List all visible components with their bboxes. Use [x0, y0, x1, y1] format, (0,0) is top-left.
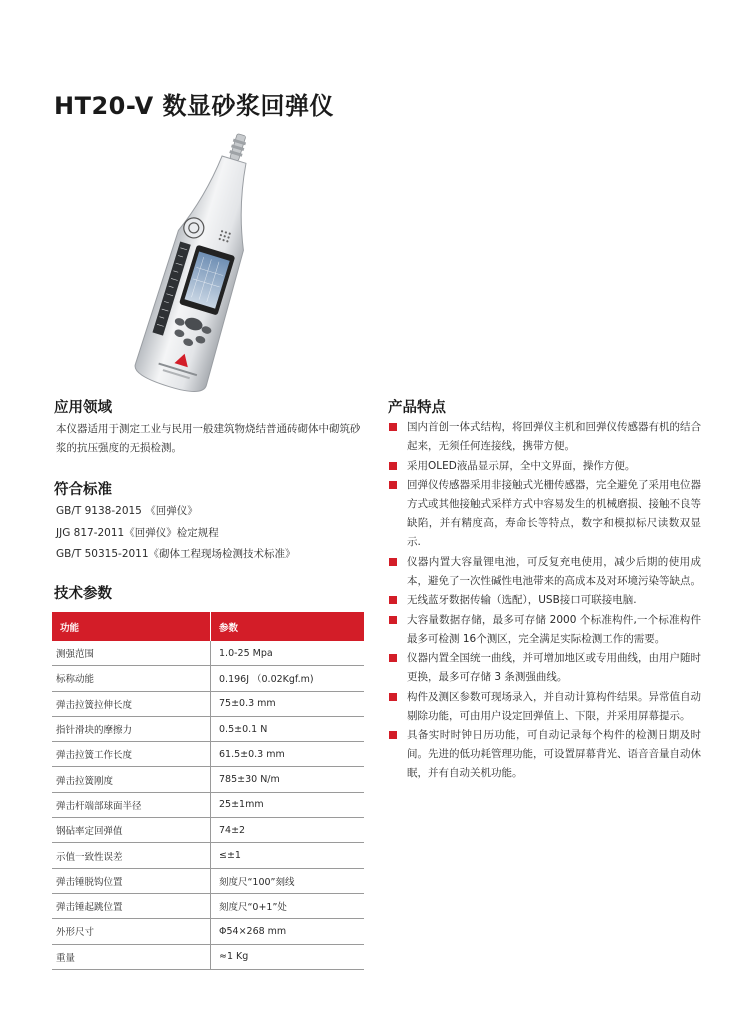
feature-text: 国内首创一体式结构，将回弹仪主机和回弹仪传感器有机的结合起来，无须任何连接线，携带方便。 — [407, 421, 701, 452]
spec-value: ≈1 Kg — [211, 944, 365, 969]
table-row — [52, 868, 364, 893]
list-item — [389, 457, 701, 476]
list-item — [389, 611, 701, 649]
spec-label: 标称动能 — [52, 666, 211, 691]
spec-value: 1.0-25 Mpa — [211, 641, 365, 666]
spec-value: Φ54×268 mm — [211, 919, 365, 944]
square-bullet-icon — [389, 616, 397, 624]
square-bullet-icon — [389, 462, 397, 470]
table-row — [52, 919, 364, 944]
spec-value: 刻度尺“100”刻线 — [211, 868, 365, 893]
list-item — [389, 726, 701, 783]
table-row — [52, 893, 364, 918]
table-row — [52, 792, 364, 817]
table-row — [52, 742, 364, 767]
square-bullet-icon — [389, 693, 397, 701]
spec-label: 重量 — [52, 944, 211, 969]
table-row — [52, 641, 364, 666]
spec-label: 外形尺寸 — [52, 919, 211, 944]
table-row — [52, 691, 364, 716]
feature-text: 具备实时时钟日历功能，可自动记录每个构件的检测日期及时间。先进的低功耗管理功能，可设置屏幕背光、语音音量自动休眠，并有自动关机功能。 — [407, 729, 701, 779]
list-item — [389, 418, 701, 456]
standards-heading: 符合标准 — [54, 482, 112, 498]
features-list — [389, 418, 701, 784]
feature-text: 采用OLED液晶显示屏，全中文界面，操作方便。 — [407, 459, 636, 472]
spec-label: 弹击拉簧刚度 — [52, 767, 211, 792]
table-row — [52, 767, 364, 792]
spec-value: 74±2 — [211, 818, 365, 843]
standard-item: GB/T 9138-2015 《回弹仪》 — [56, 505, 198, 517]
spec-value: 刻度尺“0+1”处 — [211, 893, 365, 918]
spec-value: 75±0.3 mm — [211, 691, 365, 716]
product-image — [110, 130, 300, 395]
table-row — [52, 716, 364, 741]
spec-label: 指针滑块的摩擦力 — [52, 716, 211, 741]
spec-label: 弹击锤脱钩位置 — [52, 868, 211, 893]
spec-label: 弹击拉簧工作长度 — [52, 742, 211, 767]
standards-list — [56, 501, 296, 566]
spec-table — [52, 612, 364, 970]
feature-text: 仪器内置大容量锂电池，可反复充电使用，减少后期的使用成本，避免了一次性碱性电池带来的高成本及对环境污染等缺点。 — [407, 555, 701, 587]
feature-text: 构件及测区参数可现场录入，并自动计算构件结果。异常值自动剔除功能，可由用户设定回弹值上、下限，并采用屏幕提示。 — [407, 690, 701, 722]
table-row — [52, 818, 364, 843]
square-bullet-icon — [389, 654, 397, 662]
square-bullet-icon — [389, 423, 397, 431]
list-item — [389, 649, 701, 687]
spec-header-function: 功能 — [52, 612, 211, 641]
standard-item: JJG 817-2011《回弹仪》检定规程 — [56, 526, 219, 539]
spec-header-parameter: 参数 — [211, 612, 365, 641]
feature-text: 回弹仪传感器采用非接触式光栅传感器，完全避免了采用电位器方式或其他接触式采样方式中容易发生的机械磨损、接触不良等缺陷，并有精度高，寿命长等特点，数字和模拟标尺读数双显示. — [407, 479, 701, 548]
standard-item: GB/T 50315-2011《砌体工程现场检测技术标准》 — [56, 548, 296, 560]
feature-text: 大容量数据存储，最多可存储 2000 个标准构件,一个标准构件最多可检测 16个测区，完全满足实际检测工作的需要。 — [407, 613, 701, 645]
spec-value: 61.5±0.3 mm — [211, 742, 365, 767]
application-heading: 应用领域 — [54, 400, 112, 416]
application-text: 本仪器适用于测定工业与民用一般建筑物烧结普通砖砌体中砌筑砂浆的抗压强度的无损检测。 — [56, 423, 361, 454]
spec-value: 0.196J （0.02Kgf.m) — [211, 666, 365, 691]
spec-label: 弹击锤起跳位置 — [52, 893, 211, 918]
table-row — [52, 666, 364, 691]
spec-table-header — [52, 612, 364, 641]
list-item — [389, 688, 701, 726]
spec-value: 0.5±0.1 N — [211, 716, 365, 741]
feature-text: 无线蓝牙数据传输（选配），USB接口可联接电脑. — [407, 594, 637, 606]
square-bullet-icon — [389, 481, 397, 489]
table-row — [52, 944, 364, 969]
spec-value: 785±30 N/m — [211, 767, 365, 792]
square-bullet-icon — [389, 731, 397, 739]
square-bullet-icon — [389, 596, 397, 604]
specs-heading: 技术参数 — [54, 586, 112, 602]
square-bullet-icon — [389, 558, 397, 566]
spec-label: 弹击拉簧拉伸长度 — [52, 691, 211, 716]
spec-label: 测强范围 — [52, 641, 211, 666]
feature-text: 仪器内置全国统一曲线，并可增加地区或专用曲线，由用户随时更换，最多可存储 3 条测强曲线。 — [407, 652, 701, 683]
spec-value: 25±1mm — [211, 792, 365, 817]
table-row — [52, 843, 364, 868]
spec-label: 钢砧率定回弹值 — [52, 818, 211, 843]
page-title: HT20-V 数显砂浆回弹仪 — [54, 92, 334, 120]
features-heading: 产品特点 — [388, 400, 446, 416]
list-item — [389, 591, 701, 610]
spec-label: 弹击杆端部球面半径 — [52, 792, 211, 817]
spec-label: 示值一致性误差 — [52, 843, 211, 868]
list-item — [389, 476, 701, 552]
list-item — [389, 553, 701, 591]
spec-value: ≤±1 — [211, 843, 365, 868]
